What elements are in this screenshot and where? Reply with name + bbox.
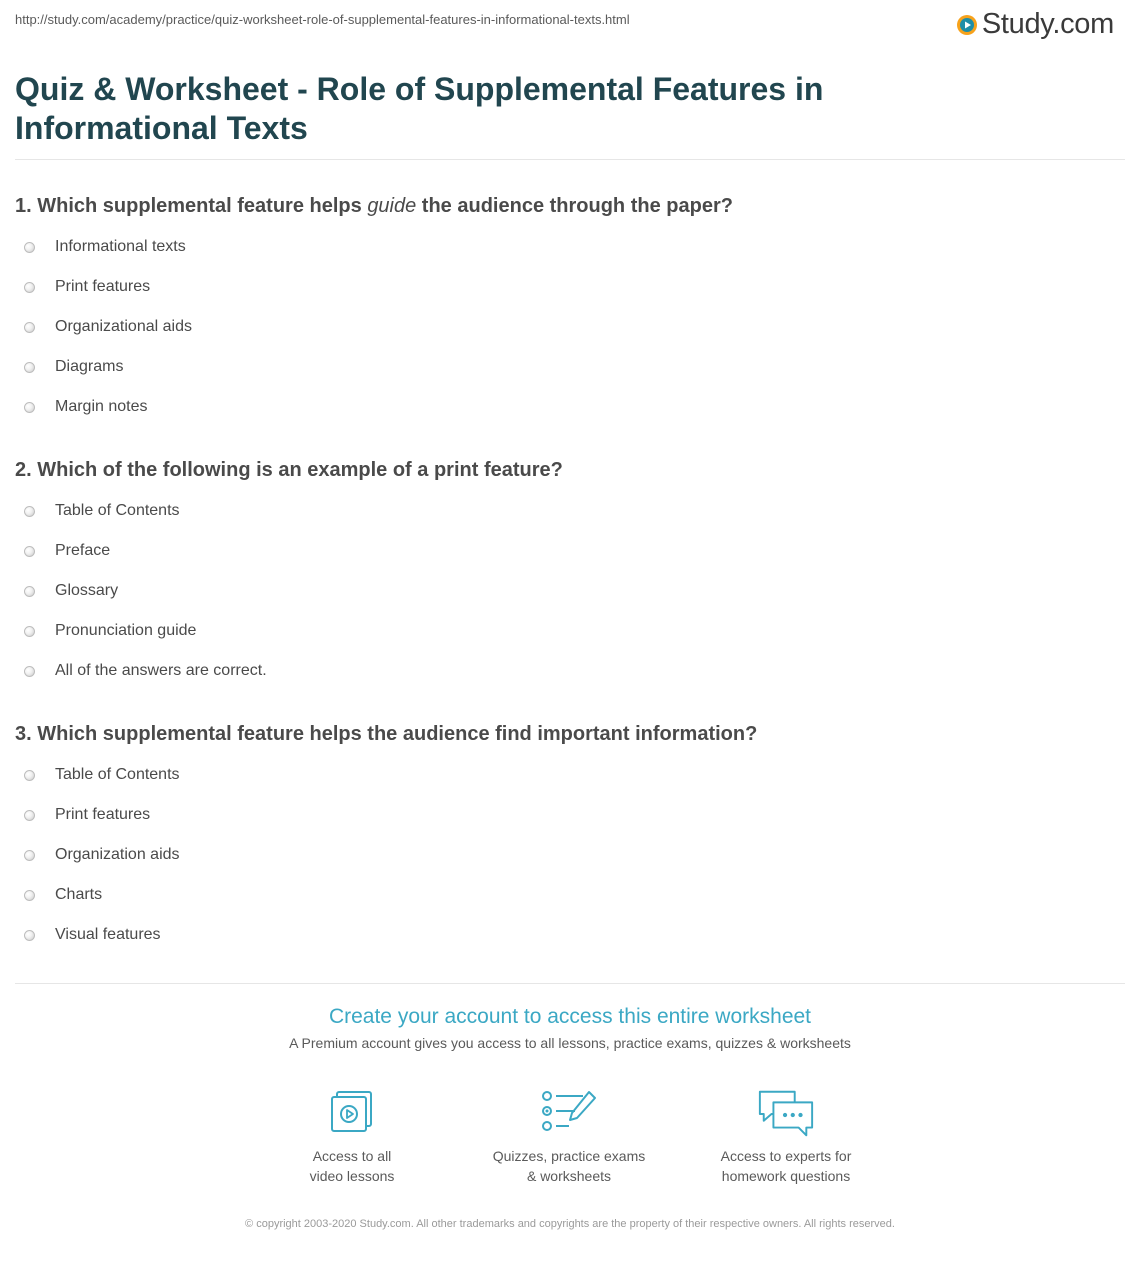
answer-label: Pronunciation guide — [55, 622, 197, 639]
question-text-part: Which of the following is an example of a print feature? — [37, 459, 563, 481]
answer-option[interactable] — [15, 491, 1115, 531]
feature-experts — [686, 1088, 886, 1186]
answer-list — [15, 755, 1115, 955]
feature-label-line: homework questions — [721, 1168, 851, 1184]
answer-option[interactable] — [15, 755, 1115, 795]
answer-option[interactable] — [15, 387, 1115, 427]
radio-button[interactable] — [24, 282, 35, 293]
radio-button[interactable] — [24, 770, 35, 781]
answer-option[interactable] — [15, 795, 1115, 835]
signup-cta — [0, 1005, 1140, 1051]
copyright-notice: © copyright 2003-2020 Study.com. All other trademarks and copyrights are the property of their respective owners. All rights reserved. — [245, 1218, 895, 1230]
question-number: 1. — [15, 195, 32, 217]
answer-option[interactable] — [15, 611, 1115, 651]
question-2 — [15, 458, 1115, 691]
answer-label: Informational texts — [55, 238, 186, 255]
cta-link[interactable]: Create your account to access this entire worksheet — [328, 1005, 812, 1028]
answer-label: Table of Contents — [55, 766, 180, 783]
answer-label: Charts — [55, 886, 103, 903]
question-text — [15, 722, 1115, 746]
radio-button[interactable] — [24, 810, 35, 821]
answer-option[interactable] — [15, 227, 1115, 267]
feature-video-lessons — [252, 1088, 452, 1186]
play-logo-icon — [956, 14, 978, 36]
answer-option[interactable] — [15, 267, 1115, 307]
answer-label: Organizational aids — [55, 318, 192, 335]
feature-label-line: video lessons — [309, 1168, 395, 1184]
radio-button[interactable] — [24, 506, 35, 517]
radio-button[interactable] — [24, 586, 35, 597]
answer-label: Print features — [55, 806, 151, 823]
feature-label-line: Access to all — [312, 1148, 392, 1164]
study-logo[interactable] — [956, 8, 1114, 41]
radio-button[interactable] — [24, 930, 35, 941]
question-text-emphasis: guide — [367, 195, 417, 217]
answer-label: Organization aids — [55, 846, 180, 863]
radio-button[interactable] — [24, 626, 35, 637]
page-url: http://study.com/academy/practice/quiz-worksheet-role-of-supplemental-features-in-informational-texts.html — [15, 12, 630, 27]
page-title: Quiz & Worksheet - Role of Supplemental Features in Informational Texts — [15, 71, 824, 146]
answer-label: Visual features — [55, 926, 161, 943]
feature-label-line: Quizzes, practice exams — [492, 1148, 646, 1164]
answer-option[interactable] — [15, 915, 1115, 955]
divider-bottom — [15, 983, 1125, 984]
video-lessons-icon — [322, 1088, 382, 1140]
answer-list — [15, 491, 1115, 691]
feature-label-line: Access to experts for — [720, 1148, 852, 1164]
cta-subtitle: A Premium account gives you access to all lessons, practice exams, quizzes & worksheets — [289, 1035, 851, 1051]
question-text-part: Which supplemental feature helps the audience find important information? — [37, 723, 758, 745]
divider-top — [15, 159, 1125, 160]
answer-label: Margin notes — [55, 398, 148, 415]
answer-label: Preface — [55, 542, 111, 559]
answer-label: All of the answers are correct. — [55, 662, 267, 679]
answer-label: Table of Contents — [55, 502, 180, 519]
question-3 — [15, 722, 1115, 955]
feature-quizzes — [469, 1088, 669, 1186]
quiz-checklist-icon — [539, 1088, 599, 1140]
radio-button[interactable] — [24, 322, 35, 333]
radio-button[interactable] — [24, 242, 35, 253]
radio-button[interactable] — [24, 362, 35, 373]
answer-option[interactable] — [15, 875, 1115, 915]
radio-button[interactable] — [24, 666, 35, 677]
feature-label — [469, 1146, 669, 1186]
question-text-part: the audience through the paper? — [416, 195, 733, 217]
radio-button[interactable] — [24, 402, 35, 413]
logo-text: Study.com — [981, 8, 1114, 40]
answer-label: Glossary — [55, 582, 119, 599]
chat-bubbles-icon — [756, 1088, 816, 1140]
question-text — [15, 458, 1115, 482]
radio-button[interactable] — [24, 546, 35, 557]
question-text-part: Which supplemental feature helps — [37, 195, 368, 217]
question-number: 3. — [15, 723, 32, 745]
answer-option[interactable] — [15, 531, 1115, 571]
answer-option[interactable] — [15, 835, 1115, 875]
answer-label: Print features — [55, 278, 151, 295]
radio-button[interactable] — [24, 850, 35, 861]
answer-option[interactable] — [15, 571, 1115, 611]
feature-label-line: & worksheets — [526, 1168, 612, 1184]
question-number: 2. — [15, 459, 32, 481]
feature-label — [686, 1146, 886, 1186]
answer-option[interactable] — [15, 651, 1115, 691]
answer-option[interactable] — [15, 307, 1115, 347]
feature-label — [252, 1146, 452, 1186]
answer-label: Diagrams — [55, 358, 124, 375]
question-text — [15, 194, 1115, 218]
answer-list — [15, 227, 1115, 427]
question-1 — [15, 194, 1115, 427]
radio-button[interactable] — [24, 890, 35, 901]
answer-option[interactable] — [15, 347, 1115, 387]
